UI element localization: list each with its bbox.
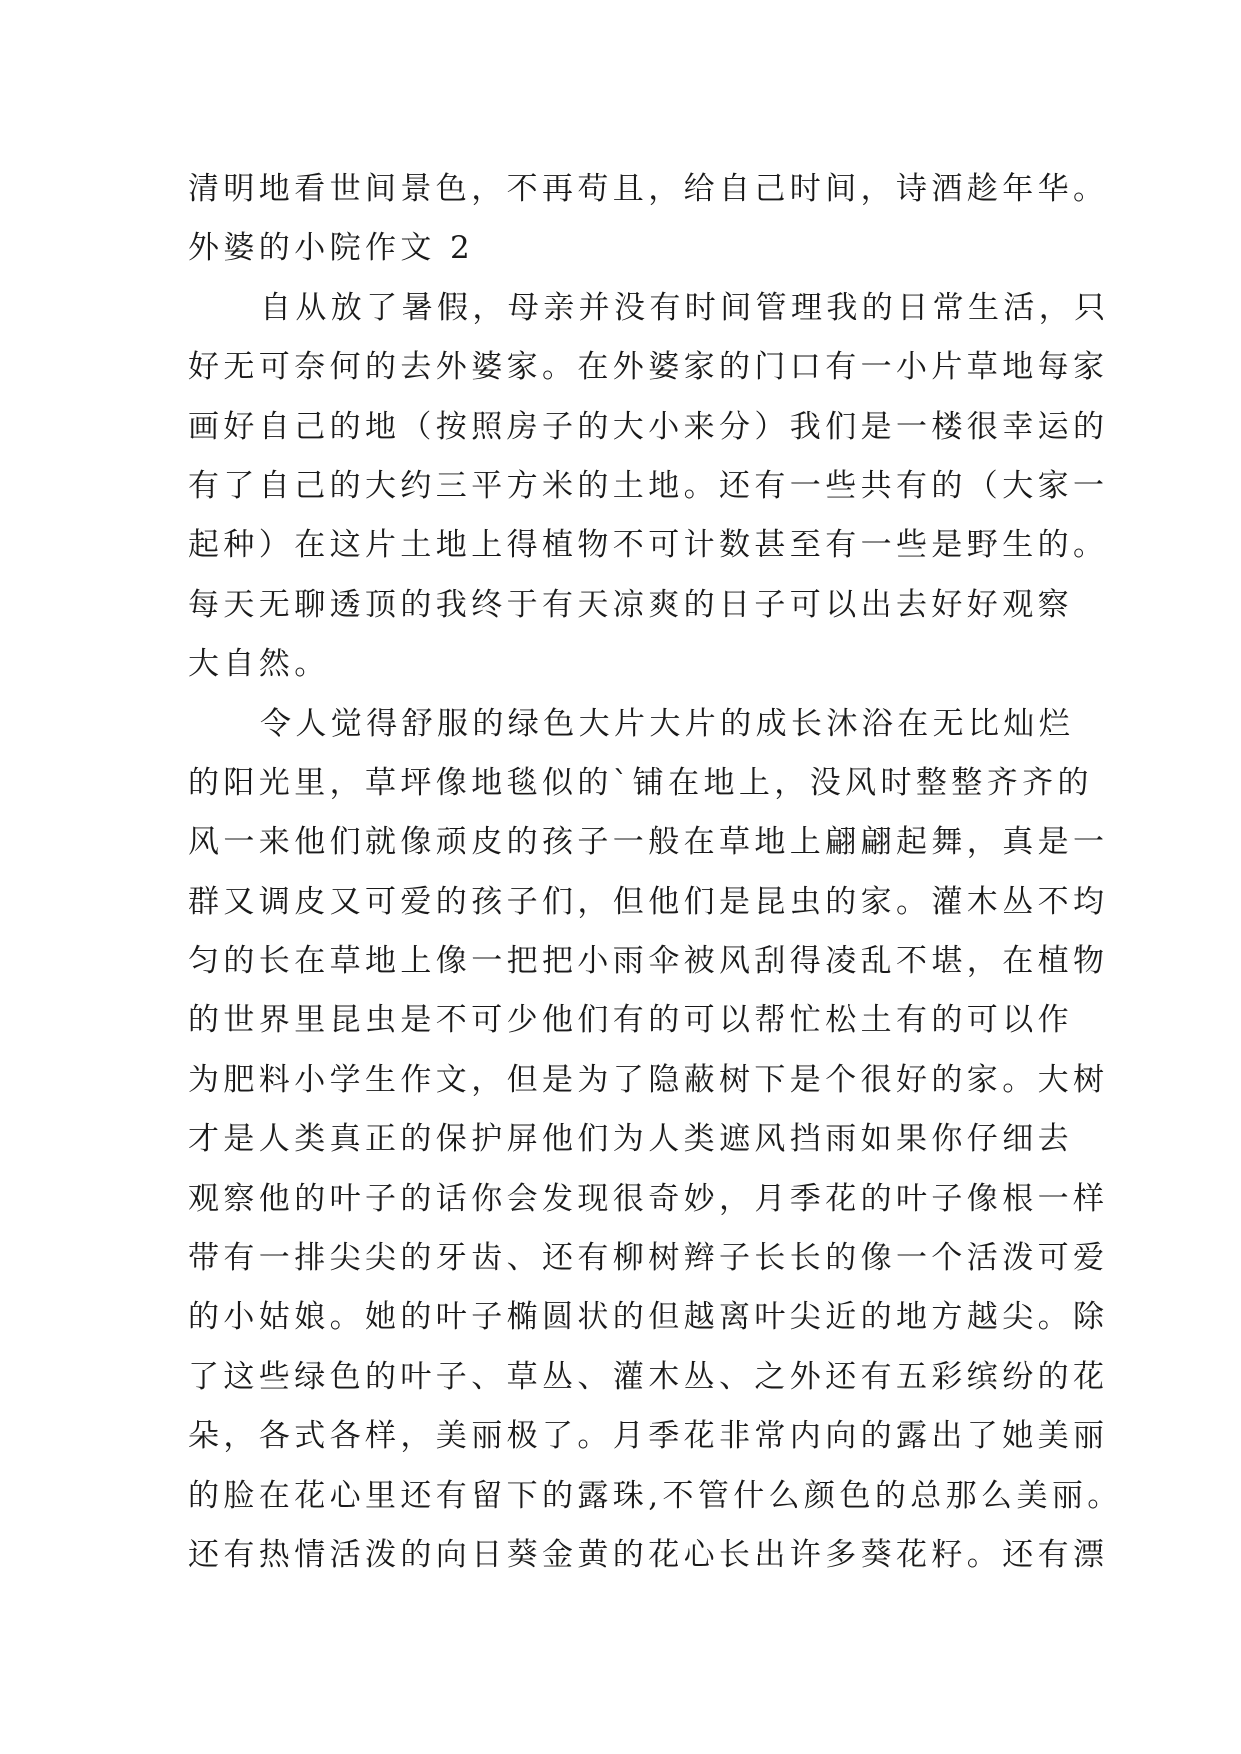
text-line: 有了自己的大约三平方米的土地。还有一些共有的（大家一 [188,467,1109,504]
text-line: 起种）在这片土地上得植物不可计数甚至有一些是野生的。 [188,527,1109,564]
text-line: 观察他的叶子的话你会发现很奇妙，月季花的叶子像根一样 [188,1180,1109,1217]
text-line: 的阳光里，草坪像地毯似的`铺在地上，没风时整整齐齐的 [188,764,1093,801]
text-line: 画好自己的地（按照房子的大小来分）我们是一楼很幸运的 [188,408,1109,445]
text-line: 才是人类真正的保护屏他们为人类遮风挡雨如果你仔细去 [188,1121,1073,1158]
text-line: 的小姑娘。她的叶子椭圆状的但越离叶尖近的地方越尖。除 [188,1299,1109,1336]
text-line: 朵，各式各样，美丽极了。月季花非常内向的露出了她美丽 [188,1418,1109,1455]
text-line: 令人觉得舒服的绿色大片大片的成长沐浴在无比灿烂 [260,705,1075,742]
text-line: 了这些绿色的叶子、草丛、灌木丛、之外还有五彩缤纷的花 [188,1358,1109,1395]
text-line: 带有一排尖尖的牙齿、还有柳树辫子长长的像一个活泼可爱 [188,1240,1109,1277]
text-line: 风一来他们就像顽皮的孩子一般在草地上翩翩起舞，真是一 [188,824,1109,861]
text-line: 好无可奈何的去外婆家。在外婆家的门口有一小片草地每家 [188,349,1109,386]
essay-body [188,160,1123,1585]
text-line: 还有热情活泼的向日葵金黄的花心长出许多葵花籽。还有漂 [188,1536,1109,1573]
text-line: 清明地看世间景色，不再苟且，给自己时间，诗酒趁年华。 [188,171,1109,207]
text-line: 的世界里昆虫是不可少他们有的可以帮忙松土有的可以作 [188,1002,1073,1039]
text-line: 自从放了暑假，母亲并没有时间管理我的日常生活，只 [260,289,1110,326]
text-line: 大自然。 [188,646,330,683]
section-heading: 外婆的小院作文 2 [188,230,475,267]
text-line: 为肥料小学生作文，但是为了隐蔽树下是个很好的家。大树 [188,1061,1109,1098]
text-line: 每天无聊透顶的我终于有天凉爽的日子可以出去好好观察 [188,586,1073,623]
text-line: 匀的长在草地上像一把把小雨伞被风刮得凌乱不堪，在植物 [188,943,1109,980]
text-line: 的脸在花心里还有留下的露珠,不管什么颜色的总那么美丽。 [188,1477,1123,1514]
text-line: 群又调皮又可爱的孩子们，但他们是昆虫的家。灌木丛不均 [188,883,1109,920]
